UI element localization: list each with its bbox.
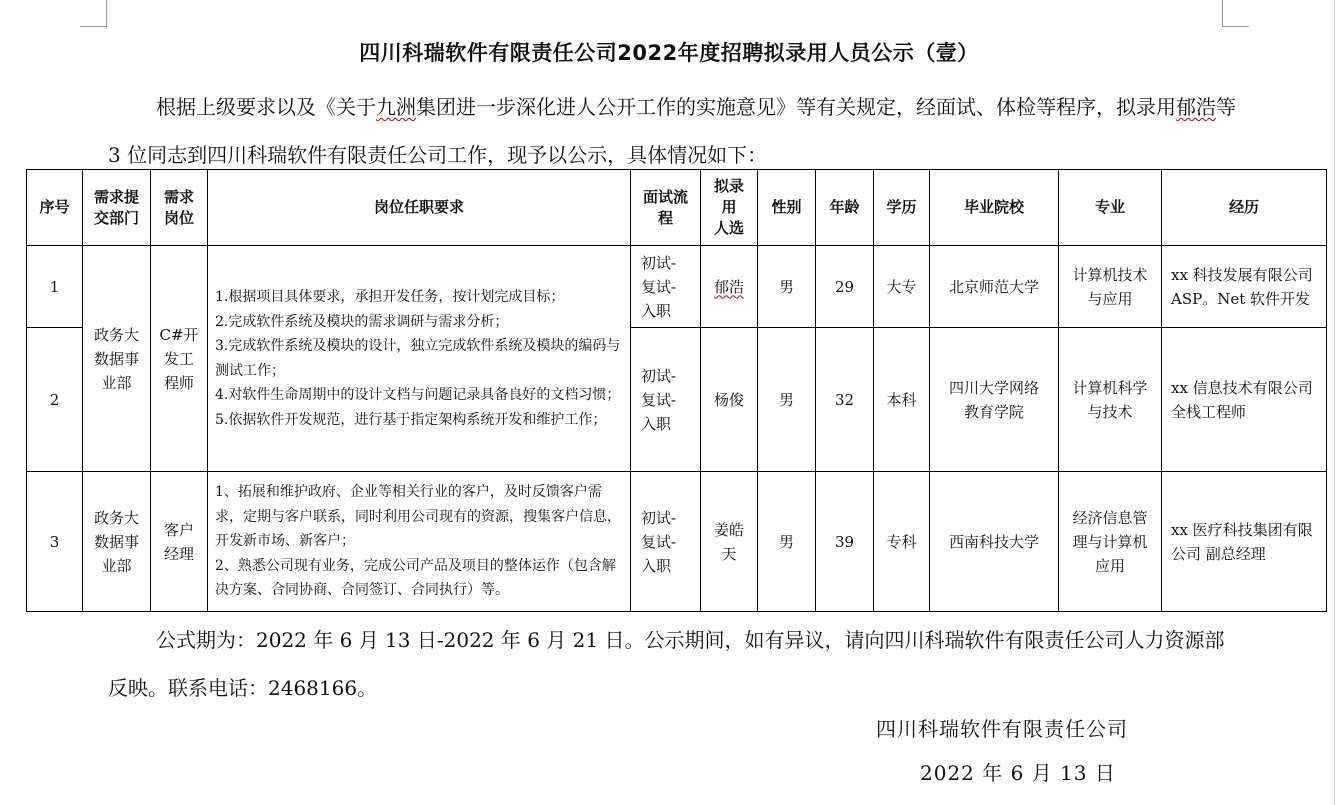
process-line: 复试- xyxy=(641,390,677,409)
post-line: 客户 xyxy=(163,520,194,539)
education-cell: 专科 xyxy=(874,472,930,612)
school-cell xyxy=(930,246,1059,328)
requirement-item: 1、拓展和维护政府、企业等相关行业的客户，及时反馈客户需求，定期与客户联系，同时利用公司现有的资源，搜集客户信息，开发新市场、新客户； xyxy=(215,484,621,550)
candidate-cell xyxy=(701,472,758,612)
header-experience: 经历 xyxy=(1162,170,1327,246)
row-no: 2 xyxy=(27,328,83,472)
post-cell xyxy=(151,472,208,612)
requirement-item: 2、熟悉公司现有业务，完成公司产品及项目的整体运作（包含解决方案、合同协商、合同签订、合同执行）等。 xyxy=(215,557,616,599)
process-line: 入职 xyxy=(641,414,672,433)
process-line: 入职 xyxy=(641,301,672,320)
post-line: C#开 xyxy=(159,325,199,344)
header-post xyxy=(151,170,208,246)
process-line: 初试- xyxy=(641,508,677,527)
requirement-item: 3.完成软件系统及模块的设计，独立完成软件系统及模块的编码与测试工作； xyxy=(215,338,621,379)
requirement-item: 5.依据软件开发规范，进行基于指定架构系统开发和维护工作； xyxy=(215,411,607,428)
header-process-line: 程 xyxy=(657,208,673,227)
header-dept-line: 需求提 xyxy=(93,187,139,206)
major-cell xyxy=(1059,246,1162,328)
intro-text-middle: 集团进一步深化进人公开工作的实施意见》等有关规定，经面试、体检等程序，拟录用 xyxy=(416,95,1176,119)
major-cell xyxy=(1059,328,1162,472)
school-line: 北京师范大学 xyxy=(948,277,1039,296)
gender-cell: 男 xyxy=(758,472,816,612)
recruitment-table xyxy=(26,169,1327,612)
age-cell: 29 xyxy=(816,246,874,328)
header-dept xyxy=(83,170,151,246)
dept-line: 业部 xyxy=(101,373,132,392)
education-cell: 本科 xyxy=(874,328,930,472)
requirement-item: 2.完成软件系统及模块的需求调研与需求分析； xyxy=(215,313,509,330)
gender-cell: 男 xyxy=(758,246,816,328)
major-cell xyxy=(1059,472,1162,612)
candidate-cell xyxy=(701,246,758,328)
header-major: 专业 xyxy=(1059,170,1162,246)
header-education: 学历 xyxy=(874,170,930,246)
dept-cell xyxy=(83,246,151,472)
header-requirements: 岗位任职要求 xyxy=(208,170,631,246)
intro-paragraph xyxy=(108,83,1238,179)
education-cell: 大专 xyxy=(874,246,930,328)
process-line: 复试- xyxy=(641,277,677,296)
major-line: 经济信息管 xyxy=(1072,508,1148,527)
header-process xyxy=(631,170,701,246)
major-line: 应用 xyxy=(1094,556,1125,575)
signature-date: 2022 年 6 月 13 日 xyxy=(920,761,1116,785)
header-candidate-line: 用 xyxy=(721,198,737,216)
major-line: 与技术 xyxy=(1087,402,1133,421)
header-dept-line: 交部门 xyxy=(93,208,139,227)
candidate-cell xyxy=(701,328,758,472)
header-process-line: 面试流 xyxy=(642,187,688,206)
age-cell: 32 xyxy=(816,328,874,472)
requirements-cell xyxy=(208,472,631,612)
header-gender: 性别 xyxy=(758,170,816,246)
requirements-cell xyxy=(208,246,631,472)
signature-organization: 四川科瑞软件有限责任公司 xyxy=(876,717,1128,741)
major-line: 计算机技术 xyxy=(1072,265,1148,284)
process-cell xyxy=(631,472,701,612)
page-edge xyxy=(1334,0,1335,805)
dept-line: 数据事 xyxy=(93,532,139,551)
candidate-name: 郁浩 xyxy=(713,277,744,296)
crop-mark-left xyxy=(80,0,107,27)
experience-cell: xx 医疗科技集团有限公司 副总经理 xyxy=(1162,472,1327,612)
gender-cell: 男 xyxy=(758,328,816,472)
table-row xyxy=(27,472,1327,612)
header-candidate-line: 人选 xyxy=(713,219,744,237)
dept-line: 政务大 xyxy=(93,325,139,344)
notice-paragraph: 公式期为：2022 年 6 月 13 日-2022 年 6 月 21 日。公示期间，如有异议，请向四川科瑞软件有限责任公司人力资源部反映。联系电话：2468166。 xyxy=(108,628,1225,700)
table-header-row xyxy=(27,170,1327,246)
process-line: 初试- xyxy=(641,366,677,385)
header-post-line: 需求 xyxy=(163,187,194,206)
row-no: 3 xyxy=(27,472,83,612)
process-line: 初试- xyxy=(641,253,677,272)
dept-cell xyxy=(83,472,151,612)
header-candidate-line: 拟录 xyxy=(713,177,744,195)
process-cell xyxy=(631,246,701,328)
age-cell: 39 xyxy=(816,472,874,612)
crop-mark-right xyxy=(1222,0,1249,27)
experience-cell: xx 科技发展有限公司 ASP。Net 软件开发 xyxy=(1162,246,1327,328)
school-line: 西南科技大学 xyxy=(948,532,1039,551)
process-line: 复试- xyxy=(641,532,677,551)
process-line: 入职 xyxy=(641,556,672,575)
requirement-item: 4.对软件生命周期中的设计文档与问题记录具备良好的文档习惯； xyxy=(215,387,621,403)
intro-underlined-name: 郁浩 xyxy=(1176,95,1216,119)
experience-cell: xx 信息技术有限公司 全栈工程师 xyxy=(1162,328,1327,472)
candidate-name: 杨俊 xyxy=(713,390,744,409)
row-no: 1 xyxy=(27,246,83,328)
header-age: 年龄 xyxy=(816,170,874,246)
post-line: 经理 xyxy=(163,544,194,563)
post-line: 发工 xyxy=(163,349,194,368)
major-line: 计算机科学 xyxy=(1072,378,1148,397)
candidate-name: 天 xyxy=(721,544,737,563)
intro-text-before: 根据上级要求以及《关于 xyxy=(156,95,376,119)
post-line: 程师 xyxy=(163,373,194,392)
requirement-item: 1.根据项目具体要求，承担开发任务，按计划完成目标； xyxy=(215,289,565,305)
school-line: 四川大学网络 xyxy=(948,378,1039,397)
header-candidate xyxy=(701,170,758,246)
document-title: 四川科瑞软件有限责任公司2022年度招聘拟录用人员公示（壹） xyxy=(359,41,979,65)
school-cell xyxy=(930,328,1059,472)
dept-line: 数据事 xyxy=(93,349,139,368)
header-post-line: 岗位 xyxy=(163,208,194,227)
school-line: 教育学院 xyxy=(963,402,1024,421)
major-line: 与应用 xyxy=(1087,289,1133,308)
candidate-name: 姜皓 xyxy=(713,520,744,539)
dept-line: 业部 xyxy=(101,556,132,575)
intro-text-after: 等 3 位同志到四川科瑞软件有限责任公司工作，现予以公示，具体情况如下： xyxy=(108,95,1236,167)
header-no: 序号 xyxy=(27,170,83,246)
dept-line: 政务大 xyxy=(93,508,139,527)
major-line: 理与计算机 xyxy=(1072,532,1148,551)
process-cell xyxy=(631,328,701,472)
school-cell xyxy=(930,472,1059,612)
intro-underlined-group: 九洲 xyxy=(376,95,416,119)
post-cell xyxy=(151,246,208,472)
header-school: 毕业院校 xyxy=(930,170,1059,246)
table-row xyxy=(27,246,1327,328)
